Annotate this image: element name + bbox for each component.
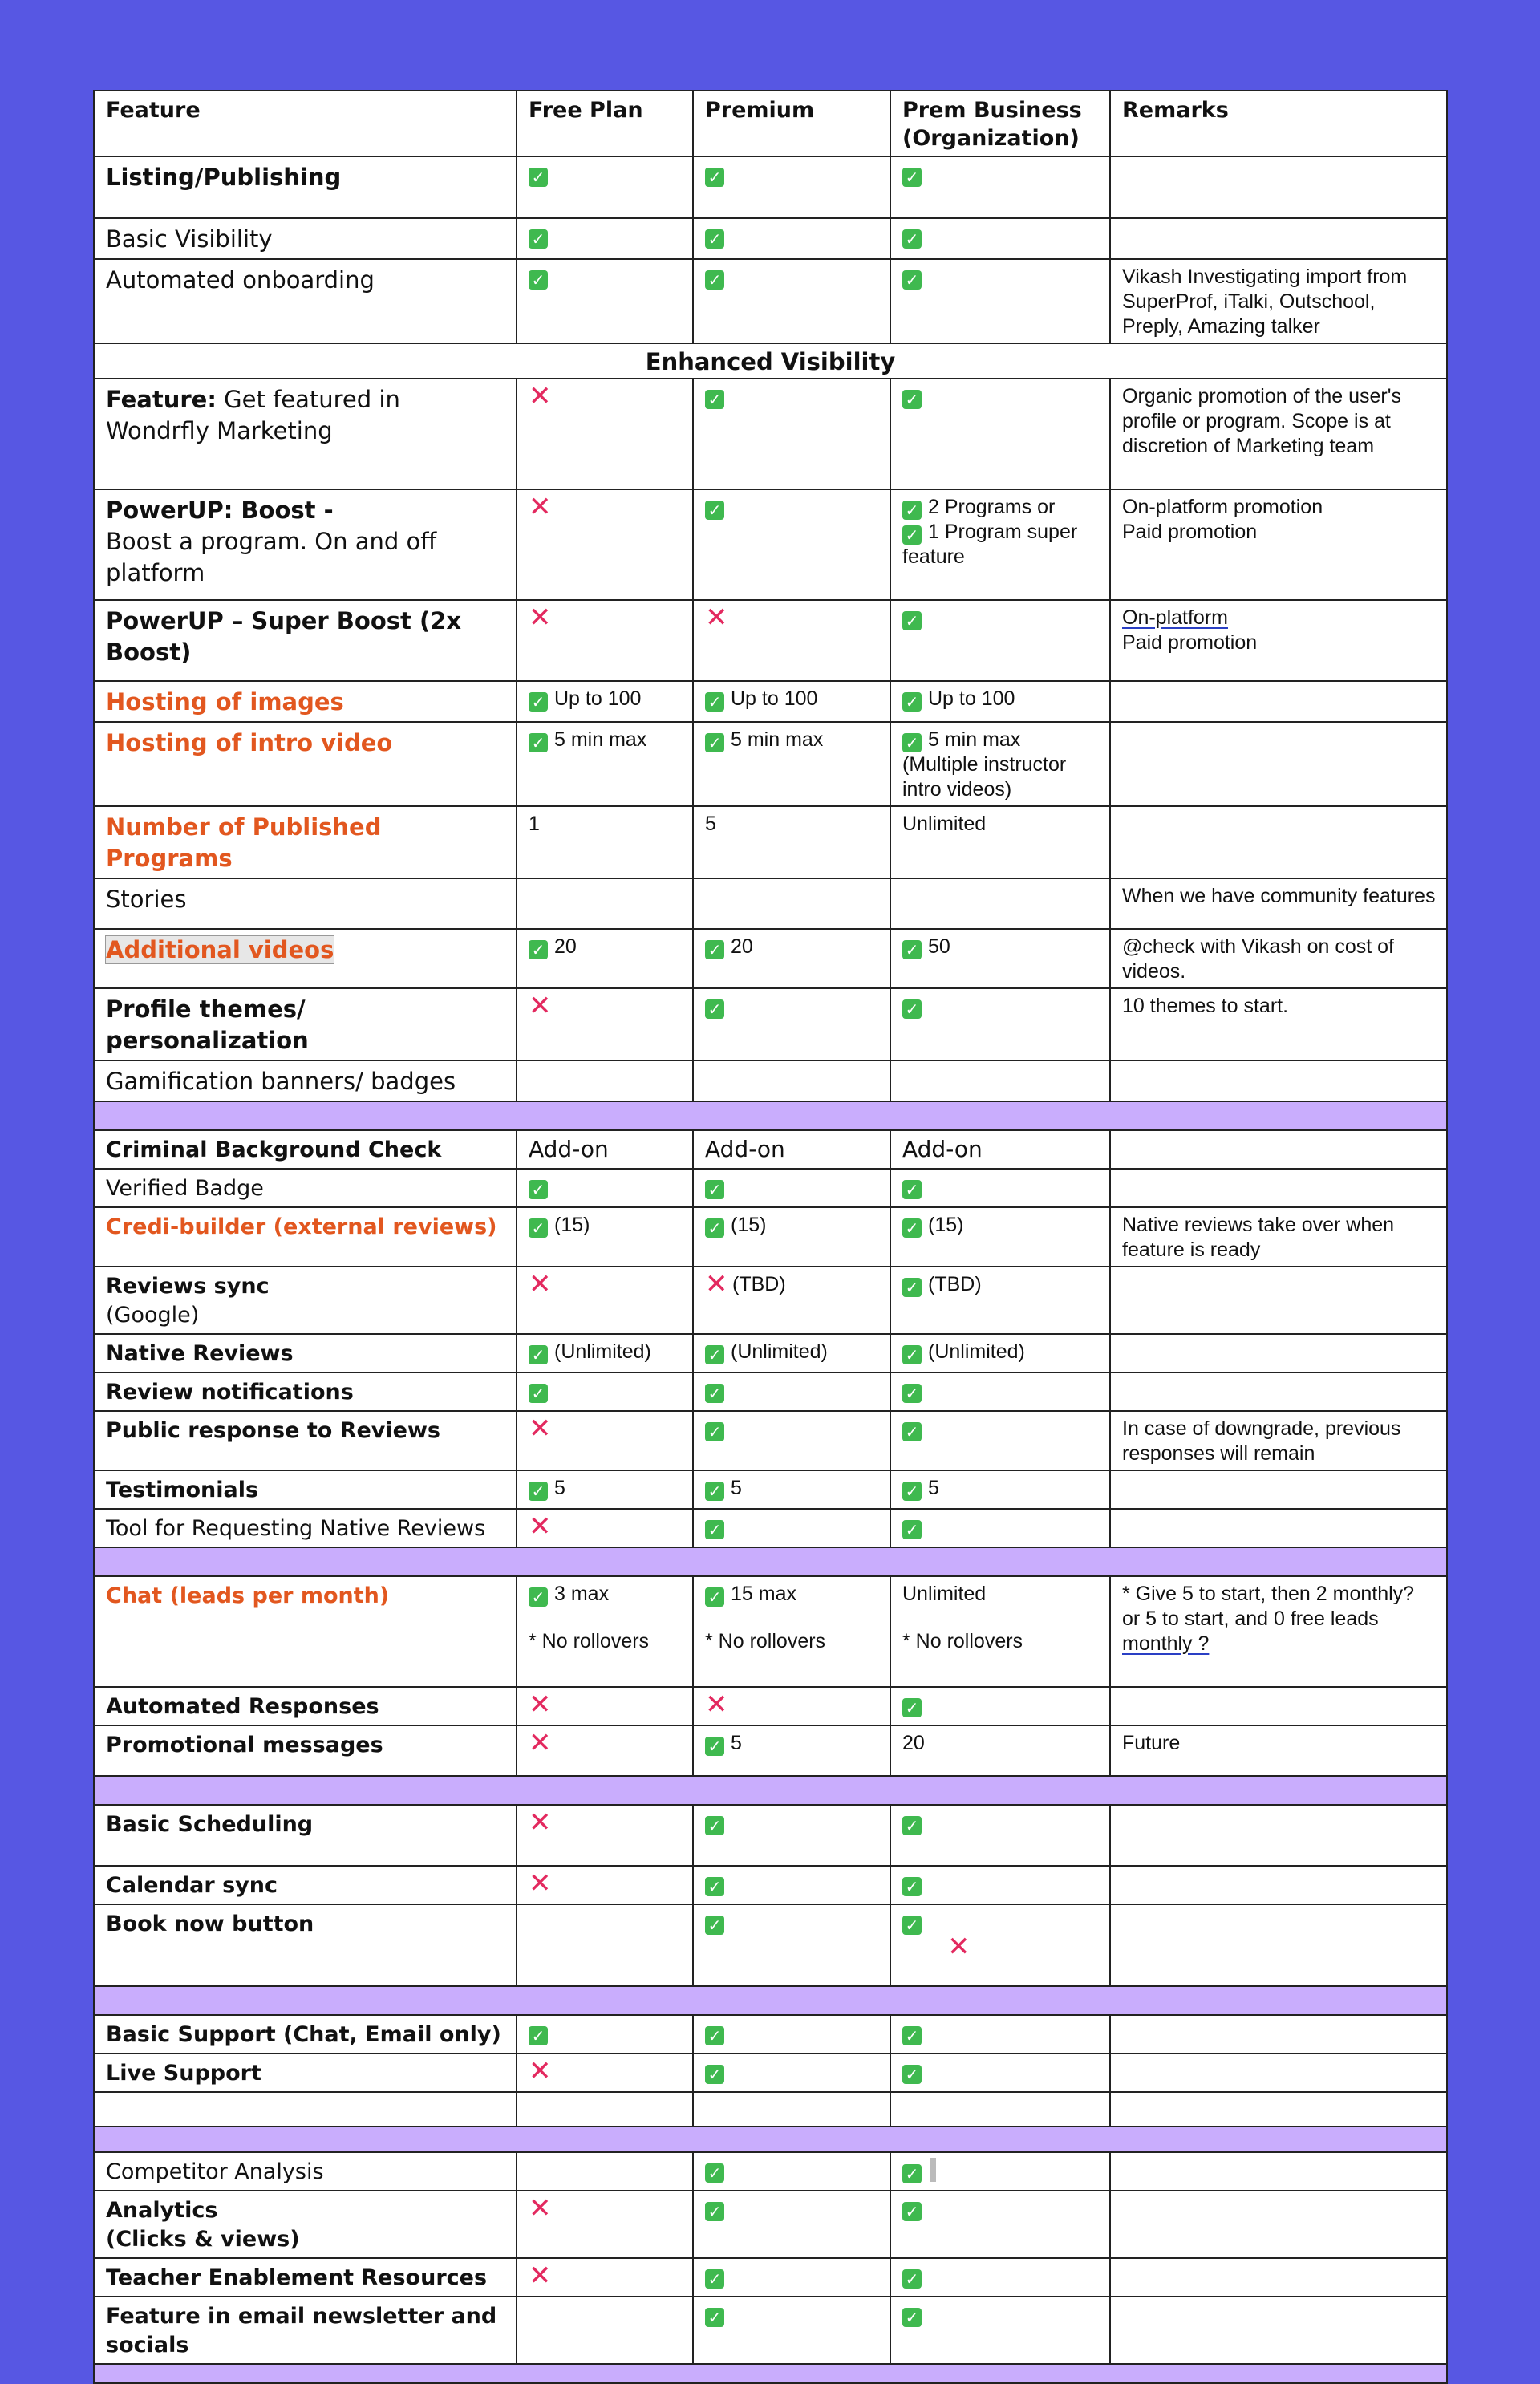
feature-cell: PowerUP: Boost - Boost a program. On and off platform — [94, 489, 517, 600]
check-mark-icon: ✓ — [705, 692, 724, 712]
cross-mark-icon: ✕ — [529, 1268, 552, 1300]
check-mark-icon: ✓ — [902, 2026, 922, 2045]
table-row: Promotional messages ✕ ✓ 5 20 Future — [94, 1725, 1447, 1776]
feature-cell: Hosting of intro video — [94, 722, 517, 806]
feature-cell: Automated Responses — [94, 1687, 517, 1725]
table-row: Native Reviews ✓ (Unlimited) ✓ (Unlimited) ✓ (Unlimited) — [94, 1334, 1447, 1372]
feature-cell: Verified Badge — [94, 1169, 517, 1207]
feature-cell: Credi-builder (external reviews) — [94, 1207, 517, 1267]
feature-cell: Additional videos — [94, 929, 517, 988]
feature-cell: Criminal Background Check — [94, 1130, 517, 1169]
section-band — [94, 2127, 1447, 2152]
section-band — [94, 1547, 1447, 1576]
check-mark-icon: ✓ — [705, 229, 724, 249]
check-mark-icon: ✓ — [705, 501, 724, 520]
table-row — [94, 2258, 1447, 2297]
cross-mark-icon: ✕ — [529, 2260, 552, 2292]
check-mark-icon: ✓ — [902, 1218, 922, 1238]
comparison-document — [93, 90, 1446, 2384]
table-row: Reviews sync (Google) ✕ ✕ (TBD) ✓ (TBD) — [94, 1267, 1447, 1334]
check-mark-icon: ✓ — [705, 2065, 724, 2084]
table-row — [94, 156, 1447, 218]
remark-cell: On-platform Paid promotion — [1110, 600, 1447, 681]
table-row — [94, 2015, 1447, 2054]
check-mark-icon: ✓ — [705, 2308, 724, 2327]
feature-cell: Review notifications — [94, 1372, 517, 1411]
feature-cell: Native Reviews — [94, 1334, 517, 1372]
check-mark-icon: ✓ — [705, 1384, 724, 1403]
check-mark-icon: ✓ — [705, 1422, 724, 1441]
check-mark-icon: ✓ — [705, 733, 724, 752]
feature-cell: Automated onboarding — [94, 259, 517, 343]
table-row — [94, 2152, 1447, 2191]
check-mark-icon: ✓ — [705, 940, 724, 959]
section-band — [94, 1776, 1447, 1805]
check-mark-icon: ✓ — [902, 1816, 922, 1835]
check-mark-icon: ✓ — [902, 2065, 922, 2084]
check-mark-icon: ✓ — [529, 940, 548, 959]
cross-mark-icon: ✕ — [947, 1931, 971, 1963]
check-mark-icon: ✓ — [529, 168, 548, 187]
check-mark-icon: ✓ — [529, 1345, 548, 1364]
remark-cell: 10 themes to start. — [1110, 988, 1447, 1060]
table-row — [94, 2054, 1447, 2092]
feature-cell: Calendar sync — [94, 1866, 517, 1904]
table-row — [94, 1372, 1447, 1411]
cross-mark-icon: ✕ — [529, 1806, 552, 1839]
check-mark-icon: ✓ — [902, 1422, 922, 1441]
feature-cell: Chat (leads per month) — [94, 1576, 517, 1687]
check-mark-icon: ✓ — [705, 168, 724, 187]
check-mark-icon: ✓ — [705, 2026, 724, 2045]
check-mark-icon: ✓ — [902, 390, 922, 409]
cross-mark-icon: ✕ — [705, 602, 728, 634]
cross-mark-icon: ✕ — [705, 1268, 728, 1300]
check-mark-icon: ✓ — [529, 733, 548, 752]
feature-cell: Teacher Enablement Resources — [94, 2258, 517, 2297]
table-row — [94, 489, 1447, 600]
table-row — [94, 2297, 1447, 2364]
check-mark-icon: ✓ — [705, 999, 724, 1019]
check-mark-icon: ✓ — [705, 1482, 724, 1501]
check-mark-icon: ✓ — [902, 692, 922, 712]
feature-cell: Basic Scheduling — [94, 1805, 517, 1866]
check-mark-icon: ✓ — [902, 733, 922, 752]
check-mark-icon: ✓ — [705, 1916, 724, 1935]
table-row: Hosting of images ✓ Up to 100 ✓ Up to 100 ✓ Up to 100 — [94, 681, 1447, 722]
remark-cell: Future — [1110, 1725, 1447, 1776]
check-mark-icon: ✓ — [705, 1816, 724, 1835]
feature-cell: Competitor Analysis — [94, 2152, 517, 2191]
cross-mark-icon: ✕ — [529, 2055, 552, 2087]
table-row — [94, 1411, 1447, 1470]
remark-cell: In case of downgrade, previous responses will remain — [1110, 1411, 1447, 1470]
check-mark-icon: ✓ — [902, 2269, 922, 2289]
table-row: Chat (leads per month) ✓ 3 max * No rollovers ✓ 15 max * No rollovers Unlimited * No rollovers * Give 5 to start, then 2 monthly? or 5 to start, and 0 free leads monthly ? — [94, 1576, 1447, 1687]
plan-comparison-table — [93, 90, 1448, 2384]
check-mark-icon: ✓ — [529, 1482, 548, 1501]
check-mark-icon: ✓ — [902, 940, 922, 959]
feature-cell: Book now button — [94, 1904, 517, 1986]
check-mark-icon: ✓ — [902, 1345, 922, 1364]
cross-mark-icon: ✕ — [529, 1689, 552, 1721]
cross-mark-icon: ✕ — [529, 602, 552, 634]
table-row — [94, 379, 1447, 489]
feature-cell: Analytics (Clicks & views) — [94, 2191, 517, 2258]
cross-mark-icon: ✕ — [529, 1727, 552, 1759]
check-mark-icon: ✓ — [529, 2026, 548, 2045]
check-mark-icon: ✓ — [902, 611, 922, 630]
check-mark-icon: ✓ — [705, 270, 724, 290]
feature-cell: Feature in email newsletter and socials — [94, 2297, 517, 2364]
feature-cell: Testimonials — [94, 1470, 517, 1509]
feature-cell: Listing/Publishing — [94, 156, 517, 218]
table-row — [94, 1169, 1447, 1207]
table-row — [94, 1687, 1447, 1725]
feature-cell: Profile themes/ personalization — [94, 988, 517, 1060]
section-band — [94, 1986, 1447, 2015]
remark-cell: Native reviews take over when feature is ready — [1110, 1207, 1447, 1267]
cross-mark-icon: ✕ — [529, 380, 552, 412]
feature-cell: Public response to Reviews — [94, 1411, 517, 1470]
check-mark-icon: ✓ — [705, 1180, 724, 1199]
check-mark-icon: ✓ — [902, 1916, 922, 1935]
check-mark-icon: ✓ — [705, 1345, 724, 1364]
check-mark-icon: ✓ — [902, 1384, 922, 1403]
table-row: Number of Published Programs 1 5 Unlimited — [94, 806, 1447, 878]
check-mark-icon: ✓ — [529, 1180, 548, 1199]
section-heading-row — [94, 343, 1447, 379]
check-mark-icon: ✓ — [529, 692, 548, 712]
remark-cell: Vikash Investigating import from SuperProf, iTalki, Outschool, Preply, Amazing talker — [1110, 259, 1447, 343]
check-mark-icon: ✓ — [705, 1520, 724, 1539]
check-mark-icon: ✓ — [529, 1218, 548, 1238]
header-free-plan: Free Plan — [517, 91, 693, 156]
feature-cell: Feature: Get featured in Wondrfly Marketing — [94, 379, 517, 489]
check-mark-icon: ✓ — [529, 270, 548, 290]
table-row — [94, 218, 1447, 259]
remark-cell: Organic promotion of the user's profile or program. Scope is at discretion of Marketing team — [1110, 379, 1447, 489]
check-mark-icon: ✓ — [902, 501, 922, 520]
table-row — [94, 1805, 1447, 1866]
check-mark-icon: ✓ — [902, 1698, 922, 1717]
table-row — [94, 1509, 1447, 1547]
table-row — [94, 878, 1447, 929]
table-row — [94, 1904, 1447, 1986]
table-row: Additional videos ✓ 20 ✓ 20 ✓ 50 @check with Vikash on cost of videos. — [94, 929, 1447, 988]
feature-cell: Number of Published Programs — [94, 806, 517, 878]
feature-cell: Live Support — [94, 2054, 517, 2092]
header-prem-business: Prem Business (Organization) — [890, 91, 1110, 156]
table-row — [94, 600, 1447, 681]
check-mark-icon: ✓ — [902, 168, 922, 187]
prem-business-cell: ✓ 2 Programs or ✓ 1 Program super feature — [890, 489, 1110, 600]
check-mark-icon: ✓ — [902, 2202, 922, 2221]
check-mark-icon: ✓ — [529, 1587, 548, 1607]
remark-cell: On-platform promotion Paid promotion — [1110, 489, 1447, 600]
feature-cell: Tool for Requesting Native Reviews — [94, 1509, 517, 1547]
remark-cell: @check with Vikash on cost of videos. — [1110, 929, 1447, 988]
feature-cell: Gamification banners/ badges — [94, 1060, 517, 1101]
cross-mark-icon: ✕ — [529, 1510, 552, 1543]
table-row: Credi-builder (external reviews) ✓ (15) ✓ (15) ✓ (15) Native reviews take over when feature is ready — [94, 1207, 1447, 1267]
cross-mark-icon: ✕ — [529, 491, 552, 523]
feature-cell: Basic Support (Chat, Email only) — [94, 2015, 517, 2054]
text-cursor — [930, 2158, 936, 2182]
check-mark-icon: ✓ — [902, 2164, 922, 2183]
feature-cell: Basic Visibility — [94, 218, 517, 259]
table-row — [94, 2092, 1447, 2127]
feature-cell: Reviews sync (Google) — [94, 1267, 517, 1334]
remark-cell: When we have community features — [1110, 878, 1447, 929]
check-mark-icon: ✓ — [705, 1587, 724, 1607]
section-title: Enhanced Visibility — [94, 343, 1447, 379]
header-premium: Premium — [693, 91, 890, 156]
check-mark-icon: ✓ — [902, 2308, 922, 2327]
check-mark-icon: ✓ — [902, 229, 922, 249]
check-mark-icon: ✓ — [705, 2269, 724, 2289]
feature-cell: PowerUP – Super Boost (2x Boost) — [94, 600, 517, 681]
remark-cell: * Give 5 to start, then 2 monthly? or 5 to start, and 0 free leads monthly ? — [1110, 1576, 1447, 1687]
cross-mark-icon: ✕ — [529, 990, 552, 1022]
check-mark-icon: ✓ — [902, 1520, 922, 1539]
check-mark-icon: ✓ — [902, 999, 922, 1019]
cross-mark-icon: ✕ — [529, 2192, 552, 2224]
check-mark-icon: ✓ — [705, 2163, 724, 2183]
check-mark-icon: ✓ — [902, 1278, 922, 1297]
section-band — [94, 2364, 1447, 2383]
table-row: Testimonials ✓ 5 ✓ 5 ✓ 5 — [94, 1470, 1447, 1509]
table-row — [94, 259, 1447, 343]
header-row — [94, 91, 1447, 156]
cross-mark-icon: ✕ — [529, 1867, 552, 1899]
table-row: Criminal Background Check Add-on Add-on Add-on — [94, 1130, 1447, 1169]
feature-cell: Stories — [94, 878, 517, 929]
check-mark-icon: ✓ — [705, 390, 724, 409]
check-mark-icon: ✓ — [529, 229, 548, 249]
header-remarks: Remarks — [1110, 91, 1447, 156]
check-mark-icon: ✓ — [902, 1180, 922, 1199]
feature-cell: Hosting of images — [94, 681, 517, 722]
header-feature: Feature — [94, 91, 517, 156]
table-row — [94, 2191, 1447, 2258]
feature-cell: Promotional messages — [94, 1725, 517, 1776]
check-mark-icon: ✓ — [705, 2202, 724, 2221]
check-mark-icon: ✓ — [902, 270, 922, 290]
check-mark-icon: ✓ — [902, 525, 922, 545]
table-row — [94, 1060, 1447, 1101]
check-mark-icon: ✓ — [705, 1877, 724, 1896]
table-row: Hosting of intro video ✓ 5 min max ✓ 5 min max ✓ 5 min max (Multiple instructor intro videos) — [94, 722, 1447, 806]
cross-mark-icon: ✕ — [529, 1413, 552, 1445]
check-mark-icon: ✓ — [902, 1877, 922, 1896]
check-mark-icon: ✓ — [705, 1218, 724, 1238]
table-row — [94, 988, 1447, 1060]
check-mark-icon: ✓ — [529, 1384, 548, 1403]
table-row — [94, 1866, 1447, 1904]
section-band — [94, 1101, 1447, 1130]
cross-mark-icon: ✕ — [705, 1689, 728, 1721]
check-mark-icon: ✓ — [902, 1482, 922, 1501]
check-mark-icon: ✓ — [705, 1737, 724, 1756]
